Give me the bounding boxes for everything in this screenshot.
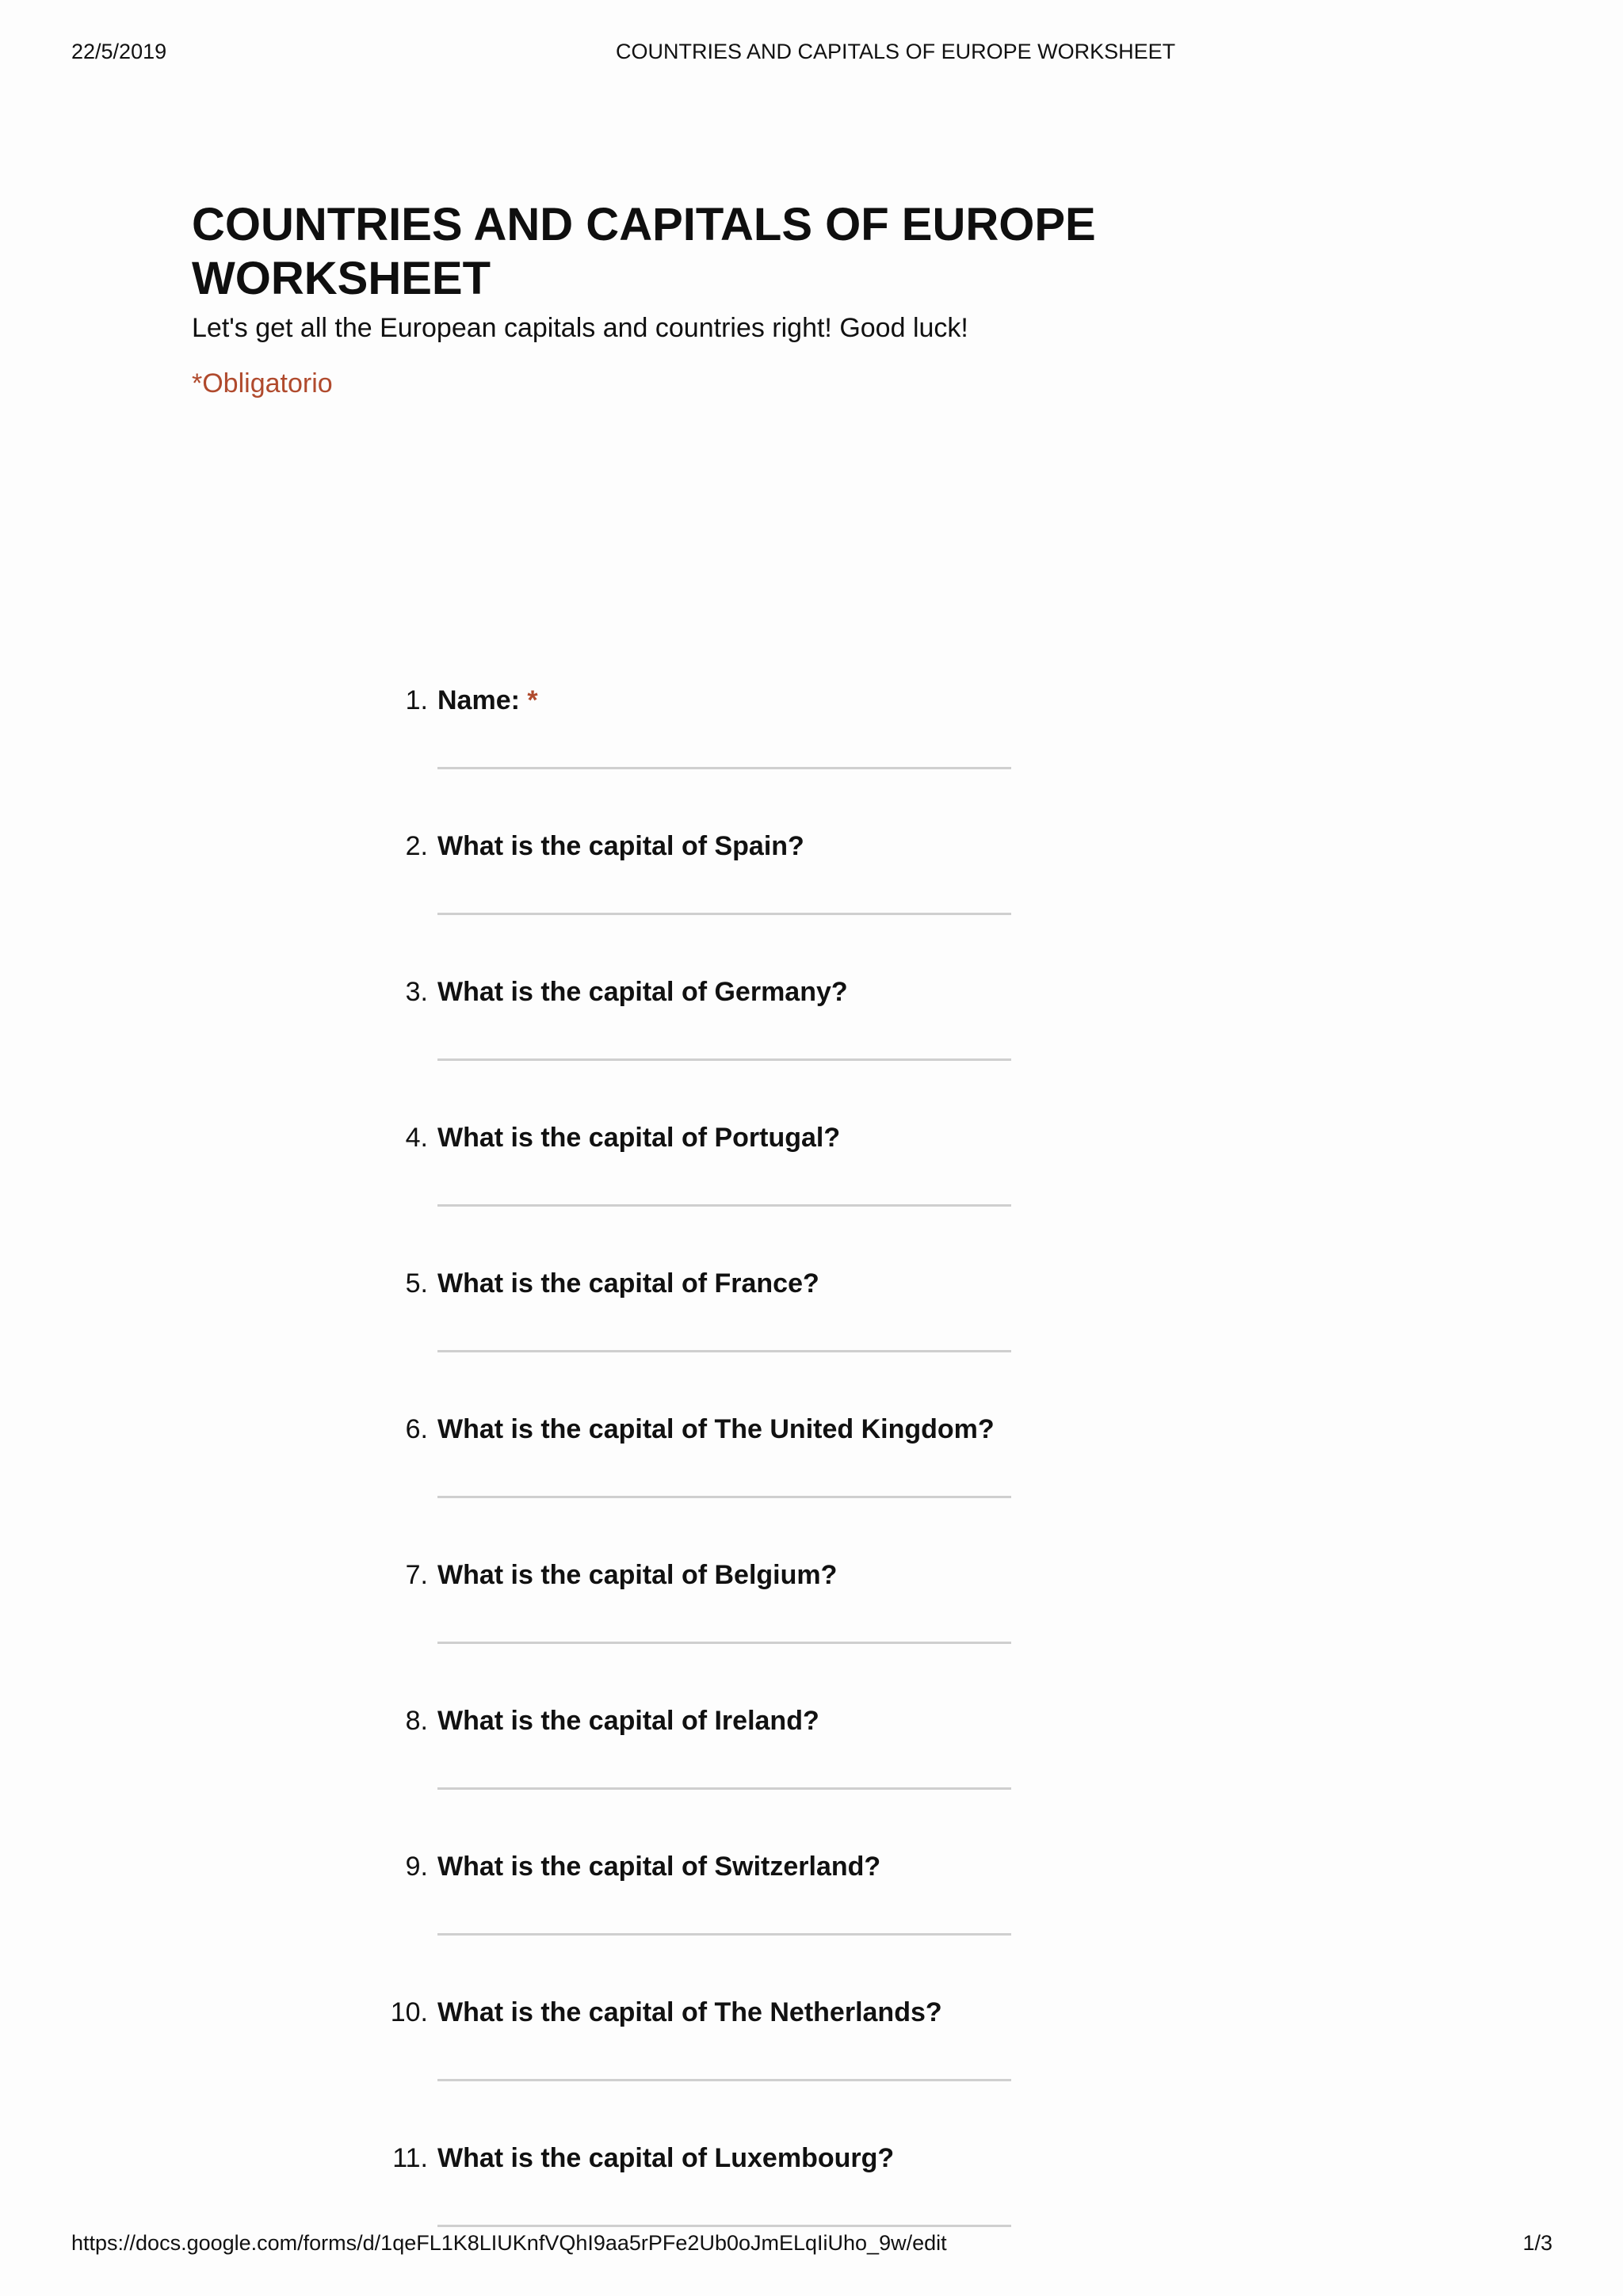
- form-description: Let's get all the European capitals and countries right! Good luck!: [192, 313, 968, 343]
- question-number: 8.: [405, 1706, 428, 1736]
- question-text: What is the capital of The United Kingdom?: [437, 1414, 995, 1444]
- answer-input[interactable]: [437, 2225, 1011, 2227]
- question-text: What is the capital of Switzerland?: [437, 1852, 881, 1882]
- question-number: 3.: [405, 977, 428, 1007]
- question-text: Name:: [437, 685, 520, 715]
- answer-input[interactable]: [437, 767, 1011, 769]
- question-list: [192, 675, 1222, 2279]
- form-title-line-2: WORKSHEET: [192, 253, 491, 304]
- question-item: [192, 1258, 1222, 1404]
- question-text: What is the capital of Luxembourg?: [437, 2143, 895, 2173]
- required-marker: *: [527, 685, 538, 715]
- question-text: What is the capital of Portugal?: [437, 1123, 841, 1153]
- question-text: What is the capital of France?: [437, 1268, 819, 1299]
- question-text: What is the capital of Ireland?: [437, 1706, 819, 1736]
- print-url: https://docs.google.com/forms/d/1qeFL1K8LIUKnfVQhI9aa5rPFe2Ub0oJmELqIiUho_9w/edit: [71, 2231, 947, 2255]
- print-title: COUNTRIES AND CAPITALS OF EUROPE WORKSHEET: [616, 40, 1176, 63]
- question-text: What is the capital of The Netherlands?: [437, 1997, 942, 2027]
- answer-input[interactable]: [437, 913, 1011, 915]
- question-item: [192, 1841, 1222, 1987]
- answer-input[interactable]: [437, 1058, 1011, 1061]
- question-number: 5.: [405, 1268, 428, 1299]
- question-number: 1.: [405, 685, 428, 715]
- question-item: [192, 1404, 1222, 1550]
- question-text: What is the capital of Spain?: [437, 831, 804, 861]
- page-number: 1/3: [1522, 2231, 1552, 2255]
- question-text: What is the capital of Belgium?: [437, 1560, 838, 1590]
- question-item: [192, 1112, 1222, 1258]
- answer-input[interactable]: [437, 1787, 1011, 1790]
- question-number: 4.: [405, 1123, 428, 1153]
- required-note: *Obligatorio: [192, 368, 333, 399]
- answer-input[interactable]: [437, 2079, 1011, 2081]
- answer-input[interactable]: [437, 1204, 1011, 1207]
- question-number: 7.: [405, 1560, 428, 1590]
- print-header: [0, 40, 1623, 71]
- question-number: 9.: [405, 1852, 428, 1882]
- print-footer: [0, 2231, 1623, 2263]
- question-text: What is the capital of Germany?: [437, 977, 848, 1007]
- answer-input[interactable]: [437, 1933, 1011, 1936]
- question-item: [192, 821, 1222, 967]
- question-item: [192, 675, 1222, 821]
- question-number: 10.: [390, 1997, 428, 2027]
- question-item: [192, 1695, 1222, 1841]
- answer-input[interactable]: [437, 1350, 1011, 1352]
- question-item: [192, 1987, 1222, 2133]
- print-date: 22/5/2019: [71, 40, 167, 63]
- question-label: [437, 685, 538, 716]
- answer-input[interactable]: [437, 1496, 1011, 1498]
- form: [192, 198, 1222, 2173]
- question-item: [192, 967, 1222, 1112]
- form-title-line-1: COUNTRIES AND CAPITALS OF EUROPE: [192, 199, 1096, 250]
- question-number: 6.: [405, 1414, 428, 1444]
- question-number: 11.: [392, 2143, 428, 2173]
- answer-input[interactable]: [437, 1642, 1011, 1644]
- question-item: [192, 1550, 1222, 1695]
- question-number: 2.: [405, 831, 428, 861]
- form-title: [192, 198, 1222, 306]
